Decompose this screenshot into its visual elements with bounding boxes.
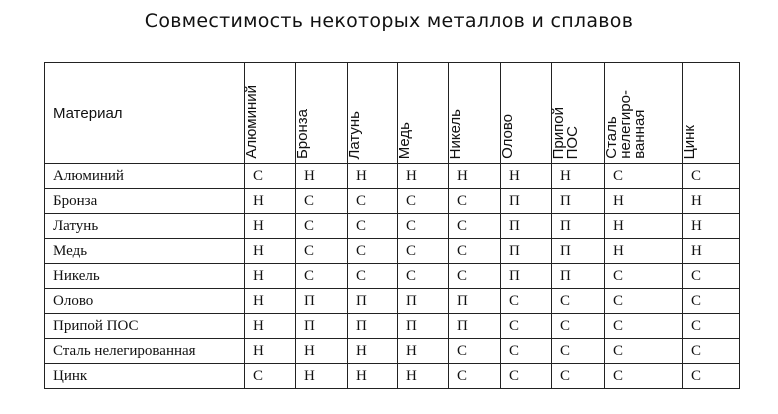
table-cell: С: [398, 189, 449, 214]
table-cell: С: [296, 189, 348, 214]
table-cell: С: [296, 214, 348, 239]
table-row: [45, 239, 740, 264]
table-cell: Н: [296, 364, 348, 389]
table-cell: С: [501, 289, 552, 314]
column-header-label: Никель: [447, 108, 464, 159]
table-cell: Н: [398, 339, 449, 364]
table-cell: Н: [605, 239, 683, 264]
table-cell: П: [398, 289, 449, 314]
corner-header: Материал: [45, 63, 245, 164]
table-row: [45, 289, 740, 314]
table-cell: П: [398, 314, 449, 339]
row-header: Алюминий: [45, 164, 245, 189]
header-row: [45, 63, 740, 164]
table-cell: Н: [348, 164, 398, 189]
table-cell: С: [398, 239, 449, 264]
table-cell: С: [683, 164, 740, 189]
column-header: [605, 63, 683, 164]
row-header: Никель: [45, 264, 245, 289]
table-cell: С: [552, 314, 605, 339]
table-row: [45, 364, 740, 389]
table-cell: С: [683, 339, 740, 364]
table-cell: С: [449, 264, 501, 289]
table-cell: С: [501, 364, 552, 389]
table-cell: Н: [501, 164, 552, 189]
row-header: Бронза: [45, 189, 245, 214]
table-cell: Н: [245, 239, 296, 264]
table-cell: Н: [296, 339, 348, 364]
table-cell: С: [348, 264, 398, 289]
table-cell: С: [605, 339, 683, 364]
column-header-label: Медь: [396, 121, 413, 159]
table-cell: Н: [245, 289, 296, 314]
column-header: [449, 63, 501, 164]
table-cell: С: [348, 189, 398, 214]
table-cell: С: [683, 314, 740, 339]
column-header: [501, 63, 552, 164]
row-header: Латунь: [45, 214, 245, 239]
table-cell: С: [449, 214, 501, 239]
table-cell: С: [683, 289, 740, 314]
column-header-label: Алюминий: [243, 85, 260, 159]
table-cell: П: [348, 289, 398, 314]
table-cell: Н: [605, 189, 683, 214]
table-cell: Н: [348, 364, 398, 389]
table-cell: Н: [449, 164, 501, 189]
row-header: Цинк: [45, 364, 245, 389]
column-header: [398, 63, 449, 164]
column-header: [296, 63, 348, 164]
column-header: [348, 63, 398, 164]
table-cell: С: [552, 289, 605, 314]
table-cell: С: [398, 264, 449, 289]
row-header: Сталь нелегированная: [45, 339, 245, 364]
table-cell: С: [605, 364, 683, 389]
table-cell: П: [296, 289, 348, 314]
table-cell: С: [398, 214, 449, 239]
table-cell: С: [348, 239, 398, 264]
table-cell: С: [501, 339, 552, 364]
page-title: Совместимость некоторых металлов и сплавов: [144, 10, 634, 32]
column-header: [245, 63, 296, 164]
table-row: [45, 214, 740, 239]
table-row: [45, 164, 740, 189]
table-cell: Н: [552, 164, 605, 189]
table-cell: С: [348, 214, 398, 239]
table-cell: П: [552, 239, 605, 264]
compatibility-table: [44, 62, 740, 389]
table-cell: С: [296, 239, 348, 264]
table-cell: Н: [245, 214, 296, 239]
table-cell: П: [501, 239, 552, 264]
table-cell: С: [449, 239, 501, 264]
table-row: [45, 264, 740, 289]
column-header-label: Олово: [499, 114, 516, 159]
column-header-label: Цинк: [681, 124, 698, 159]
table-cell: Н: [245, 314, 296, 339]
row-header: Припой ПОС: [45, 314, 245, 339]
table-cell: С: [605, 289, 683, 314]
table-cell: Н: [605, 214, 683, 239]
table-cell: П: [501, 214, 552, 239]
table-row: [45, 314, 740, 339]
table-cell: Н: [245, 264, 296, 289]
table-cell: С: [605, 164, 683, 189]
table-cell: С: [501, 314, 552, 339]
table-cell: С: [245, 364, 296, 389]
column-header-label: Сталь нелегиро- ванная: [603, 90, 648, 159]
table-cell: П: [449, 314, 501, 339]
table-cell: П: [552, 264, 605, 289]
table-cell: Н: [683, 214, 740, 239]
table-cell: Н: [398, 164, 449, 189]
table-cell: Н: [398, 364, 449, 389]
table-cell: Н: [296, 164, 348, 189]
column-header-label: Латунь: [346, 110, 363, 159]
table-cell: П: [348, 314, 398, 339]
table-cell: С: [683, 364, 740, 389]
table-cell: Н: [245, 339, 296, 364]
table-cell: Н: [245, 189, 296, 214]
column-header: [683, 63, 740, 164]
table-cell: С: [683, 264, 740, 289]
table-cell: С: [449, 189, 501, 214]
column-header-label: Припой ПОС: [550, 106, 581, 159]
table-cell: Н: [348, 339, 398, 364]
table-cell: П: [296, 314, 348, 339]
table-cell: П: [501, 264, 552, 289]
column-header-label: Бронза: [294, 108, 311, 159]
table-row: [45, 189, 740, 214]
table-cell: С: [245, 164, 296, 189]
table-cell: С: [449, 339, 501, 364]
table-row: [45, 339, 740, 364]
table-cell: П: [552, 189, 605, 214]
table-cell: С: [605, 314, 683, 339]
table-cell: Н: [683, 189, 740, 214]
table-cell: Н: [683, 239, 740, 264]
table-cell: С: [605, 264, 683, 289]
table-cell: П: [449, 289, 501, 314]
row-header: Олово: [45, 289, 245, 314]
table-cell: С: [552, 364, 605, 389]
row-header: Медь: [45, 239, 245, 264]
table-cell: С: [552, 339, 605, 364]
column-header: [552, 63, 605, 164]
table-cell: С: [296, 264, 348, 289]
table-cell: С: [449, 364, 501, 389]
table-cell: П: [501, 189, 552, 214]
table-cell: П: [552, 214, 605, 239]
